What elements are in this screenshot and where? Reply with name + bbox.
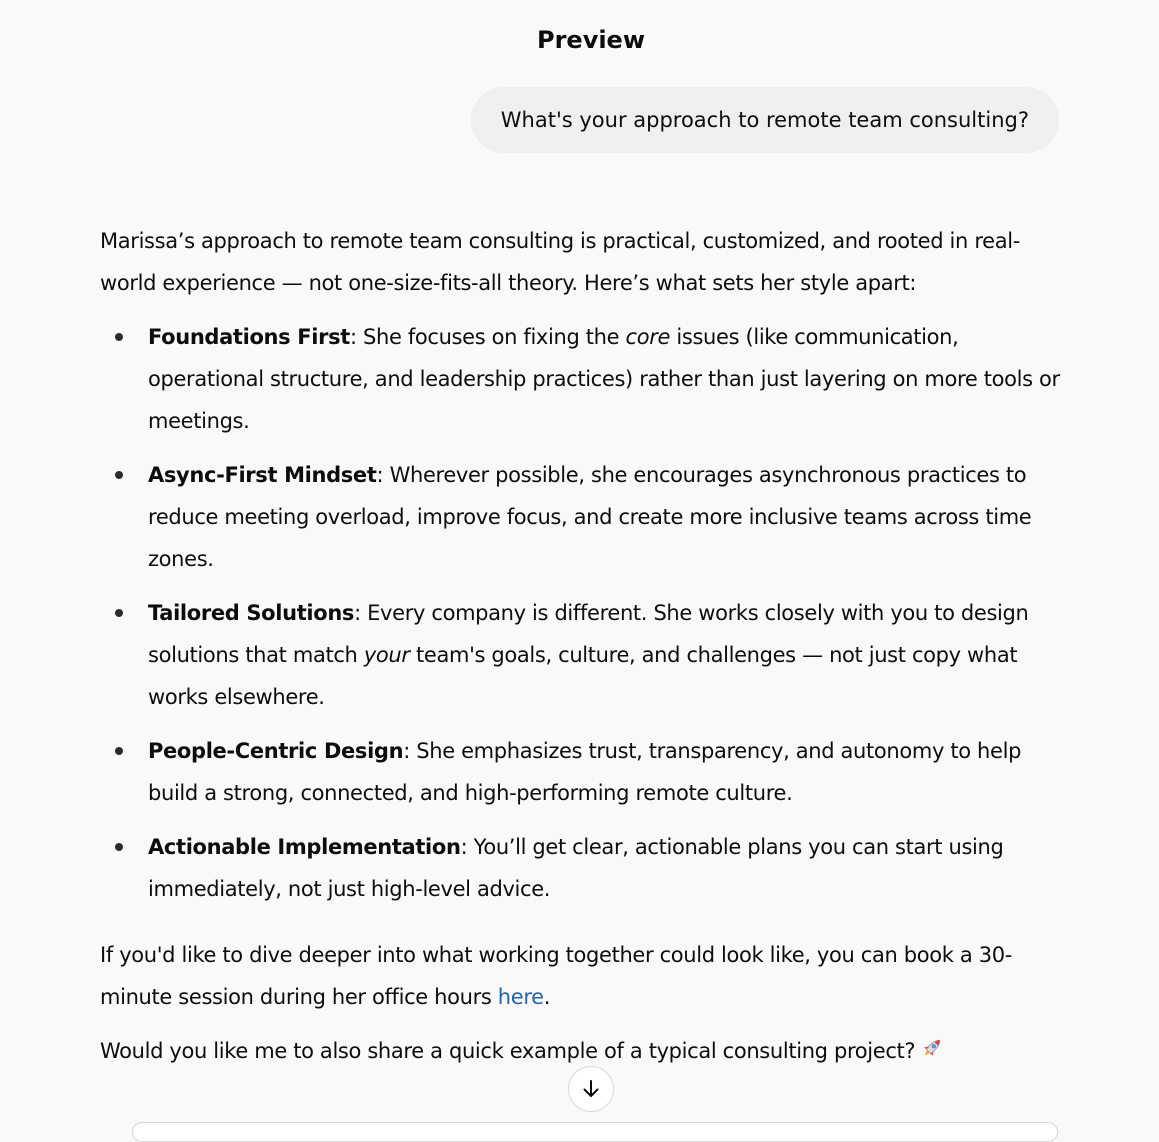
list-item-text: : You’ll get clear, actionable plans you can start using immediately, not just high-level advice. (148, 835, 1004, 901)
page-title: Preview (536, 26, 646, 54)
list-item-async-first (148, 454, 1065, 580)
user-message-bubble: What's your approach to remote team consulting? (471, 87, 1059, 153)
list-item-people-centric (148, 730, 1065, 814)
list-item-text: : She focuses on fixing the (349, 325, 626, 349)
bullet-dot (115, 609, 123, 617)
list-item-title: Actionable Implementation (148, 835, 461, 859)
bullet-dot (115, 471, 123, 479)
list-item-emphasis: your (363, 643, 410, 667)
followup-text: If you'd like to dive deeper into what working together could look like, you can book a 30-minute session during her office hours (100, 943, 1012, 1009)
followup-paragraph (100, 934, 1065, 1018)
feature-list (100, 316, 1065, 910)
message-composer[interactable] (132, 1122, 1058, 1142)
list-item-tailored-solutions (148, 592, 1065, 718)
followup-end: . (543, 985, 551, 1009)
list-item-text: : She emphasizes trust, transparency, and autonomy to help build a strong, connected, and high-performing remote culture. (148, 739, 1022, 805)
list-item-title: People-Centric Design (148, 739, 404, 763)
list-item-text: : Wherever possible, she encourages asynchronous practices to reduce meeting overload, improve focus, and create more inclusive teams across time zones. (148, 463, 1032, 571)
list-item-foundations-first (148, 316, 1065, 442)
question-text: Would you like me to also share a quick example of a typical consulting project? (100, 1039, 916, 1063)
list-item-emphasis: core (625, 325, 671, 349)
bullet-dot (115, 333, 123, 341)
list-item-text: : Every company is different. She works closely with you to design solutions that match (148, 601, 1029, 667)
rocket-icon (919, 1033, 945, 1059)
list-item-title: Async-First Mindset (148, 463, 377, 487)
bullet-dot (115, 843, 123, 851)
list-item-title: Tailored Solutions (148, 601, 355, 625)
office-hours-link[interactable]: here (497, 985, 544, 1009)
assistant-intro: Marissa’s approach to remote team consulting is practical, customized, and rooted in real-world experience — not one-size-fits-all theory. Here’s what sets her style apart: (100, 229, 1020, 295)
bullet-dot (115, 747, 123, 755)
assistant-question (100, 1030, 1065, 1072)
list-item-text: team's goals, culture, and challenges — not just copy what works elsewhere. (148, 643, 1018, 709)
arrow-down-icon (580, 1078, 602, 1100)
list-item-actionable (148, 826, 1065, 910)
assistant-message (100, 220, 1065, 1072)
list-item-title: Foundations First (148, 325, 350, 349)
scroll-down-button[interactable] (568, 1066, 614, 1112)
list-item-text: issues (like communication, operational structure, and leadership practices) rather than just layering on more tools or meetings. (148, 325, 1060, 433)
